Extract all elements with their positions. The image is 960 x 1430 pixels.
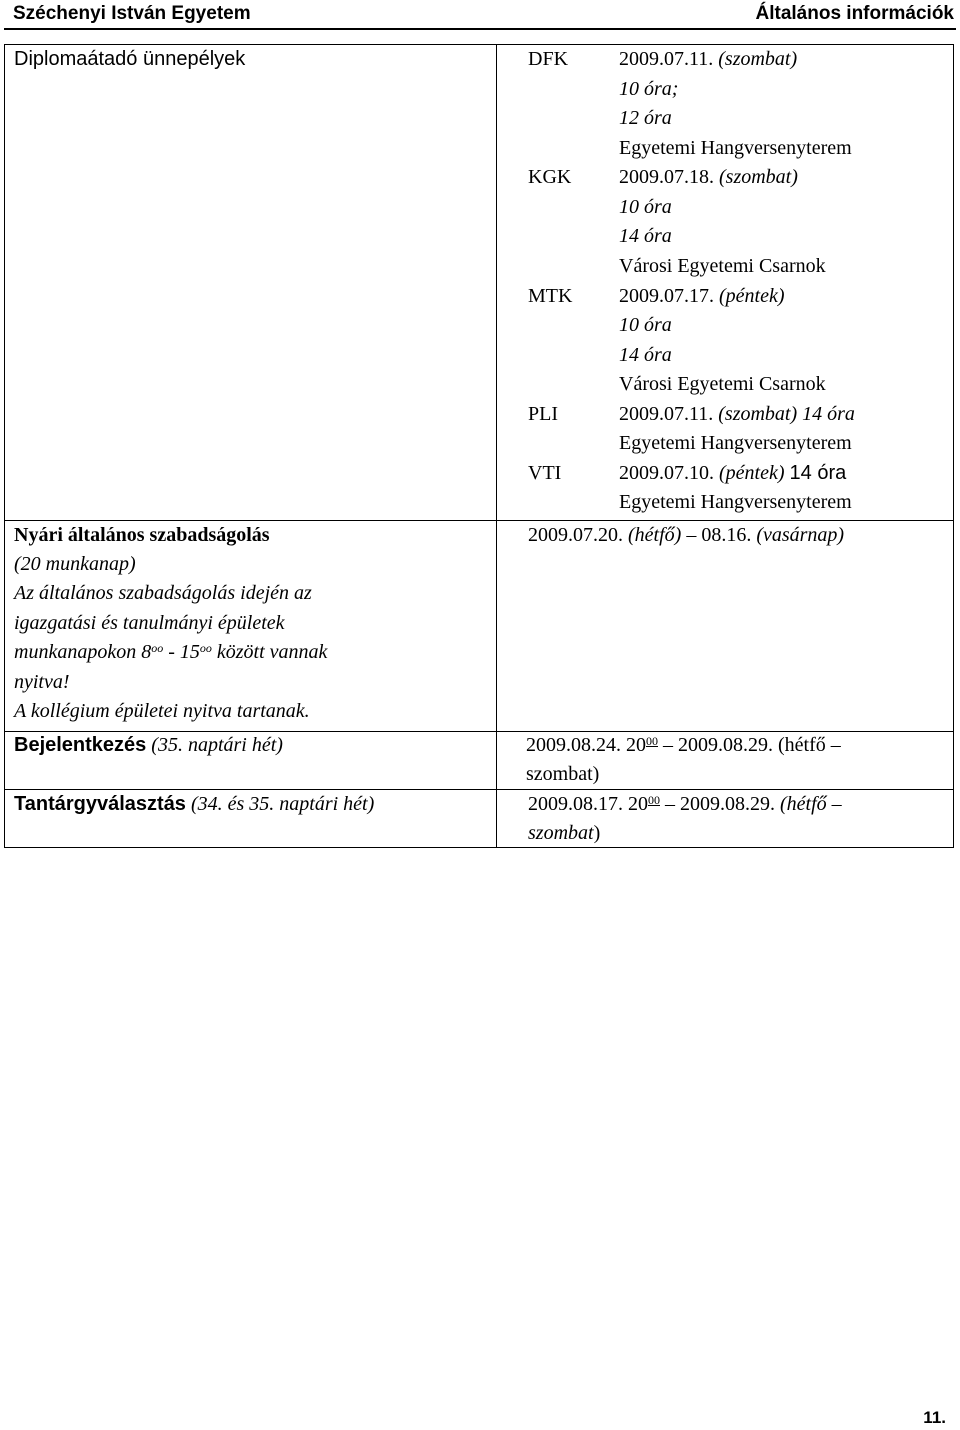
- superscript: oo: [151, 641, 164, 655]
- superscript: 00: [646, 734, 658, 748]
- time: 10 óra: [619, 314, 672, 336]
- date-range: – 2009.08.29.: [660, 793, 780, 815]
- bejelentkezes-value: [526, 731, 841, 761]
- row-label-bejelentkezes: [14, 731, 283, 761]
- summer-value: [528, 521, 844, 551]
- bejelentkezes-value-cont: szombat): [526, 763, 600, 785]
- date: 2009.07.10.: [619, 462, 714, 484]
- time: 14 óra: [619, 344, 672, 366]
- date: 2009.07.11.: [619, 48, 714, 70]
- day: (vasárnap): [756, 524, 845, 546]
- row-label-summer: Nyári általános szabadságolás: [14, 524, 270, 546]
- header-left: Széchenyi István Egyetem: [13, 3, 251, 24]
- venue: Egyetemi Hangversenyterem: [619, 137, 852, 159]
- label-text: Tantárgyválasztás: [14, 793, 186, 815]
- faculty-code: KGK: [528, 166, 572, 188]
- time: 14 óra: [789, 462, 847, 484]
- summer-hours: [14, 638, 327, 668]
- summer-note: Az általános szabadságolás idején az: [14, 582, 312, 604]
- day: (szombat): [719, 166, 798, 188]
- time: 10 óra;: [619, 78, 679, 100]
- label-text: Bejelentkezés: [14, 734, 147, 756]
- superscript: oo: [199, 641, 212, 655]
- date: 08.16.: [701, 524, 752, 546]
- faculty-code: MTK: [528, 285, 573, 307]
- date: 2009.07.20.: [528, 524, 623, 546]
- date: 2009.07.18.: [619, 166, 714, 188]
- day: (hétfő): [628, 524, 682, 546]
- time: 10 óra: [619, 196, 672, 218]
- date-time: 2009.08.24. 20: [526, 734, 646, 756]
- date: 2009.07.17.: [619, 285, 714, 307]
- day: (péntek): [719, 285, 785, 307]
- summer-hours-text: között vannak: [211, 641, 328, 663]
- venue: Egyetemi Hangversenyterem: [619, 432, 852, 454]
- row-label-tantargy: [14, 790, 374, 820]
- summer-note: (20 munkanap): [14, 553, 136, 575]
- date-range: – 2009.08.29. (hétfő –: [658, 734, 841, 756]
- summer-hours-text: munkanapokon 8: [14, 641, 152, 663]
- tantargy-value: [528, 790, 842, 820]
- column-divider: [496, 44, 497, 848]
- bracket: ): [593, 822, 601, 844]
- tantargy-value-cont: [528, 819, 600, 849]
- venue: Városi Egyetemi Csarnok: [619, 373, 826, 395]
- summer-note: A kollégium épületei nyitva tartanak.: [14, 700, 310, 722]
- summer-note: nyitva!: [14, 671, 70, 693]
- time: 14 óra: [619, 225, 672, 247]
- label-note: (35. naptári hét): [151, 734, 283, 756]
- day: (szombat): [718, 48, 798, 70]
- summer-note: igazgatási és tanulmányi épületek: [14, 612, 285, 634]
- day: szombat: [528, 822, 594, 844]
- day: (hétfő –: [780, 793, 842, 815]
- superscript: 00: [648, 793, 660, 807]
- faculty-code: PLI: [528, 403, 558, 425]
- day: (szombat) 14 óra: [718, 403, 855, 425]
- header-right: Általános információk: [755, 3, 954, 24]
- faculty-code: VTI: [528, 462, 562, 484]
- row-label-diploma: Diplomaátadó ünnepélyek: [14, 48, 246, 70]
- date-time: 2009.08.17. 20: [528, 793, 648, 815]
- label-note: (34. és 35. naptári hét): [190, 793, 375, 815]
- venue: Egyetemi Hangversenyterem: [619, 491, 852, 513]
- header-rule: [4, 28, 956, 30]
- day: (péntek): [719, 462, 785, 484]
- summer-hours-text: - 15: [163, 641, 200, 663]
- date: 2009.07.11.: [619, 403, 714, 425]
- dash: –: [686, 524, 697, 546]
- page-number: 11.: [923, 1408, 946, 1427]
- faculty-code: DFK: [528, 48, 569, 70]
- time: 12 óra: [619, 107, 672, 129]
- venue: Városi Egyetemi Csarnok: [619, 255, 826, 277]
